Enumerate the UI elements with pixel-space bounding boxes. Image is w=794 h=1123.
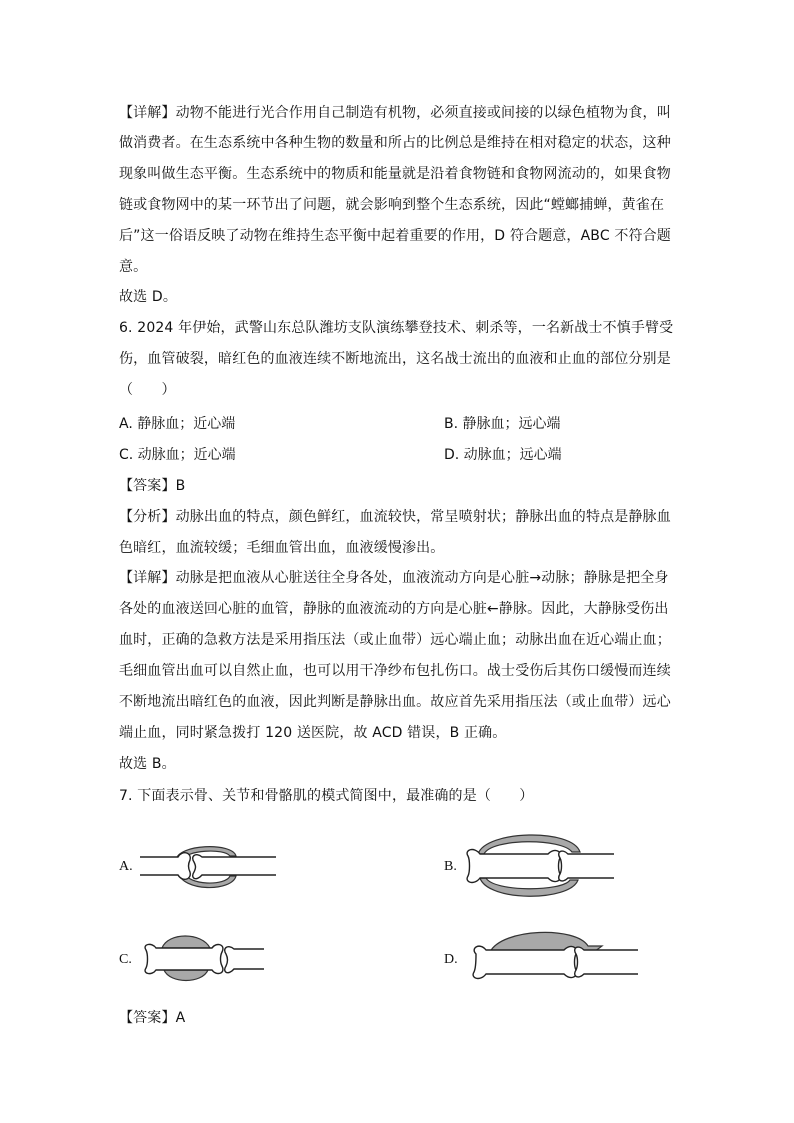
figure-b-label: B. <box>444 859 457 874</box>
detail-line-2: 做消费者。在生态系统中各种生物的数量和所占的比例总是维持在相对稳定的状态，这种 <box>119 135 671 151</box>
figure-c-bone-muscle-diagram <box>140 930 266 986</box>
q6-detail-line-5: 不断地流出暗红色的血液，因此判断是静脉出血。故应首先采用指压法（或止血带）远心 <box>119 694 671 710</box>
q6-choose-line: 故选 B。 <box>119 756 176 772</box>
figure-b-right-bone <box>559 851 614 881</box>
q7-stem: 7. 下面表示骨、关节和骨骼肌的模式简图中，最准确的是（ ） <box>119 788 534 804</box>
q6-detail-line-4: 毛细血管出血可以自然止血，也可以用干净纱布包扎伤口。战士受伤后其伤口缓慢而连续 <box>119 663 671 679</box>
figure-c-label: C. <box>119 952 132 967</box>
detail-line-3: 现象叫做生态平衡。生态系统中的物质和能量就是沿着食物链和食物网流动的，如果食物 <box>119 166 671 182</box>
figure-d-left-bone <box>473 946 576 978</box>
detail-line-1: 【详解】动物不能进行光合作用自己制造有机物，必须直接或间接的以绿色植物为食，叫 <box>119 105 671 121</box>
figure-c-right-bone <box>225 947 264 973</box>
figure-c-muscle-bottom <box>164 970 208 981</box>
figure-b-left-bone <box>467 850 560 883</box>
figure-d-muscle-top <box>490 932 602 952</box>
figure-a-label: A. <box>119 859 133 874</box>
figure-b-bone-muscle-diagram <box>462 828 616 904</box>
q6-analysis-line-2: 色暗红，血流较缓；毛细血管出血，血液缓慢渗出。 <box>119 540 445 556</box>
q6-detail-line-6: 端止血，同时紧急拨打 120 送医院，故 ACD 错误，B 正确。 <box>119 725 507 741</box>
figure-d-label: D. <box>444 952 458 967</box>
q6-detail-line-2: 各处的血液送回心脏的血管，静脉的血液流动的方向是心脏←静脉。因此，大静脉受伤出 <box>119 601 669 617</box>
q7-answer: 【答案】A <box>119 1010 186 1026</box>
figure-a-left-bone <box>140 853 190 880</box>
q6-stem-line-2: 伤，血管破裂，暗红色的血液连续不断地流出，这名战士流出的血液和止血的部位分别是 <box>119 351 671 367</box>
detail-line-4: 链或食物网中的某一环节出了问题，就会影响到整个生态系统，因此“螳螂捕蝉，黄雀在 <box>119 197 665 213</box>
figure-a-bone-muscle-diagram <box>138 838 278 896</box>
figure-a-right-bone <box>193 855 276 879</box>
q6-option-d: D. 动脉血；远心端 <box>444 447 562 463</box>
choose-d-line: 故选 D。 <box>119 289 177 305</box>
q6-answer: 【答案】B <box>119 478 186 494</box>
figure-c-left-bone <box>145 944 223 973</box>
q6-option-c: C. 动脉血；近心端 <box>119 447 236 463</box>
detail-line-6: 意。 <box>119 259 148 275</box>
q6-stem-line-1: 6. 2024 年伊始，武警山东总队潍坊支队演练攀登技术、刺杀等，一名新战士不慎手臂受 <box>119 320 674 336</box>
q6-detail-line-3: 血时，正确的急救方法是采用指压法（或止血带）远心端止血；动脉出血在近心端止血； <box>119 632 671 648</box>
detail-line-5: 后”这一俗语反映了动物在维持生态平衡中起着重要的作用，D 符合题意，ABC 不符合题 <box>119 228 671 244</box>
figure-c-muscle-top <box>162 936 210 948</box>
q6-analysis-line-1: 【分析】动脉出血的特点，颜色鲜红，血流较快，常呈喷射状；静脉出血的特点是静脉血 <box>119 509 671 525</box>
q6-option-a: A. 静脉血；近心端 <box>119 416 236 432</box>
q6-option-b: B. 静脉血；远心端 <box>444 416 561 432</box>
q6-stem-line-3: （ ） <box>119 382 176 398</box>
q6-detail-line-1: 【详解】动脉是把血液从心脏送往全身各处，血液流动方向是心脏→动脉；静脉是把全身 <box>119 570 669 586</box>
figure-d-bone-muscle-diagram <box>466 922 640 986</box>
figure-d-right-bone <box>575 947 638 977</box>
